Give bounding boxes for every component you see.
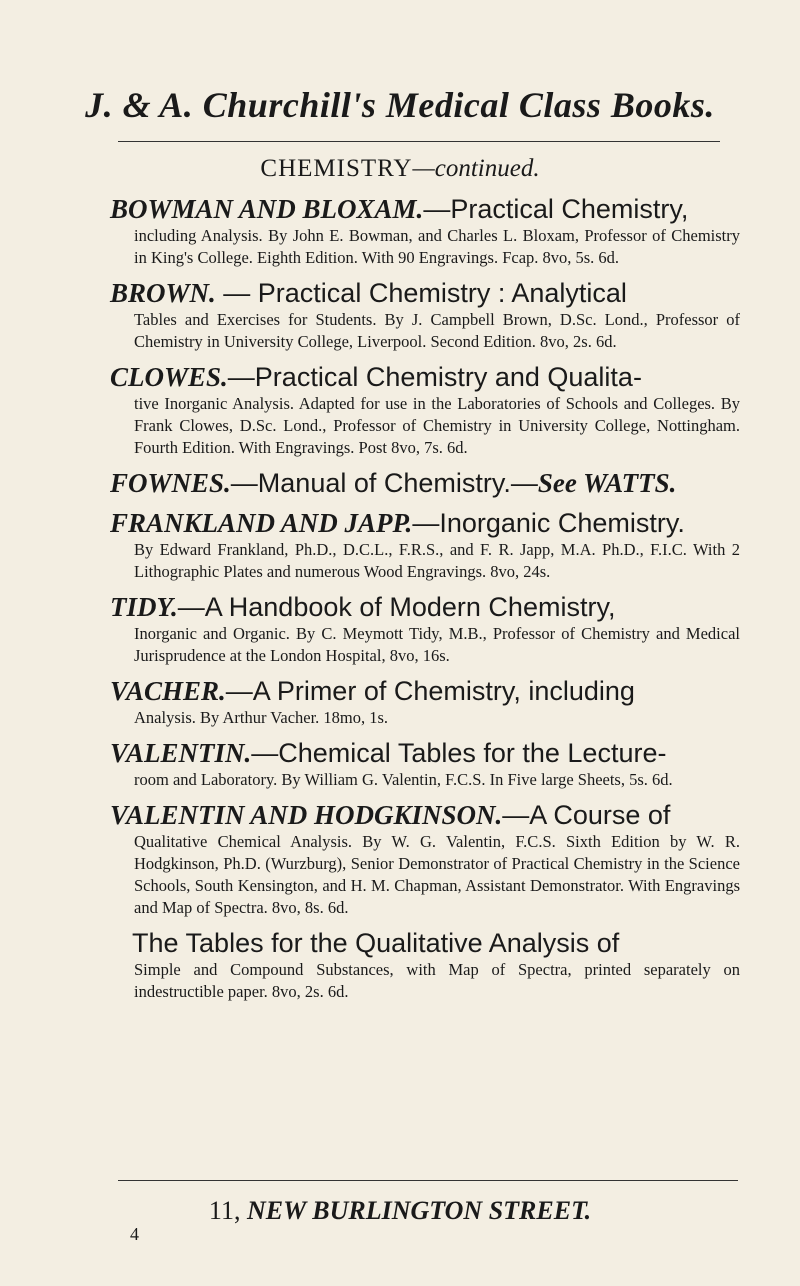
entry-author: FRANKLAND AND JAPP. [110, 508, 413, 538]
section-subtitle: —continued. [412, 155, 540, 182]
entry-description: room and Laboratory. By William G. Valentin, F.C.S. In Five large Sheets, 5s. 6d. [134, 770, 673, 789]
entry-author: FOWNES. [110, 468, 231, 498]
entry-title: —Inorganic Chemistry. [412, 508, 685, 538]
page-number: 4 [130, 1224, 139, 1244]
book-list [110, 193, 740, 1011]
entry-description: tive Inorganic Analysis. Adapted for use in the Laboratories of Schools and Colleges. By Frank Clowes, D.Sc. Lond., Professor of Chemistry in University College, Nottingham. Fourth Edition. With Engravings. Post 8vo, 7s. 6d. [134, 394, 740, 457]
entry-title: —A Course of [502, 800, 671, 830]
street-number: 11, [208, 1196, 241, 1225]
book-entry-vacher [110, 675, 740, 729]
book-entry-fownes [110, 467, 740, 499]
entry-description: By Edward Frankland, Ph.D., D.C.L., F.R.S., and F. R. Japp, M.A. Ph.D., F.I.C. With 2 Lithographic Plates and numerous Wood Engravings. 8vo, 24s. [134, 540, 740, 581]
book-entry-brown [110, 277, 740, 353]
running-head: J. & A. Churchill's Medical Class Books. [85, 85, 715, 125]
entry-author: VALENTIN. [110, 738, 252, 768]
entry-description: Tables and Exercises for Students. By J. Campbell Brown, D.Sc. Lond., Professor of Chemistry in University College, Liverpool. Second Edition. 8vo, 2s. 6d. [134, 310, 740, 351]
entry-heading [110, 507, 740, 539]
entry-heading [132, 927, 740, 959]
book-entry-valentin-hodgkinson [110, 799, 740, 919]
entry-heading [110, 675, 740, 707]
book-entry-tidy [110, 591, 740, 667]
entry-heading [110, 467, 740, 499]
book-entry-bowman-bloxam [110, 193, 740, 269]
entry-heading [110, 193, 740, 225]
entry-heading [110, 361, 740, 393]
entry-description: Simple and Compound Substances, with Map of Spectra, printed separately on indestructible paper. 8vo, 2s. 6d. [134, 960, 740, 1001]
entry-author: TIDY. [110, 592, 178, 622]
entry-author: VALENTIN AND HODGKINSON. [110, 800, 503, 830]
entry-title: —A Handbook of Modern Chemistry, [177, 592, 616, 622]
entry-title: —Chemical Tables for the Lecture- [251, 738, 667, 768]
entry-description: Qualitative Chemical Analysis. By W. G. Valentin, F.C.S. Sixth Edition by W. R. Hodgkinson, Ph.D. (Wurzburg), Senior Demonstrator of Practical Chemistry in the Science Schools, South Kensington, and H. M. Chapman, Assistant Demonstrator. With Engravings and Map of Spectra. 8vo, 8s. 6d. [134, 832, 740, 917]
book-entry-valentin [110, 737, 740, 791]
entry-title: —A Primer of Chemistry, including [225, 676, 635, 706]
entry-heading [110, 277, 740, 309]
entry-description: Inorganic and Organic. By C. Meymott Tidy, M.B., Professor of Chemistry and Medical Jurisprudence at the London Hospital, 8vo, 16s. [134, 624, 740, 665]
section-name: CHEMISTRY [260, 155, 413, 182]
footer-rule [118, 1180, 738, 1181]
entry-author: BOWMAN AND BLOXAM. [110, 194, 424, 224]
entry-author: CLOWES. [110, 362, 228, 392]
entry-title: —Practical Chemistry and Qualita- [227, 362, 642, 392]
entry-author: VACHER. [110, 676, 226, 706]
entry-title: —Manual of Chemistry.— [230, 468, 538, 498]
entry-description: including Analysis. By John E. Bowman, and Charles L. Bloxam, Professor of Chemistry in King's College. Eighth Edition. With 90 Engravings. Fcap. 8vo, 5s. 6d. [134, 226, 740, 267]
street-name: NEW BURLINGTON STREET. [246, 1196, 592, 1225]
entry-heading [110, 799, 740, 831]
entry-heading [110, 591, 740, 623]
book-entry-qualitative-tables [110, 927, 740, 1003]
section-title [0, 155, 800, 183]
entry-title: — Practical Chemistry : Analytical [215, 278, 627, 308]
entry-description: Analysis. By Arthur Vacher. 18mo, 1s. [134, 708, 389, 727]
entry-heading [110, 737, 740, 769]
book-entry-clowes [110, 361, 740, 459]
entry-author: BROWN. [110, 278, 216, 308]
entry-title: —Practical Chemistry, [423, 194, 689, 224]
entry-title: The Tables for the Qualitative Analysis of [132, 928, 620, 958]
publisher-address [0, 1196, 800, 1226]
book-entry-frankland-japp [110, 507, 740, 583]
entry-cross-reference: See WATTS. [537, 468, 677, 498]
header-rule [118, 141, 720, 142]
